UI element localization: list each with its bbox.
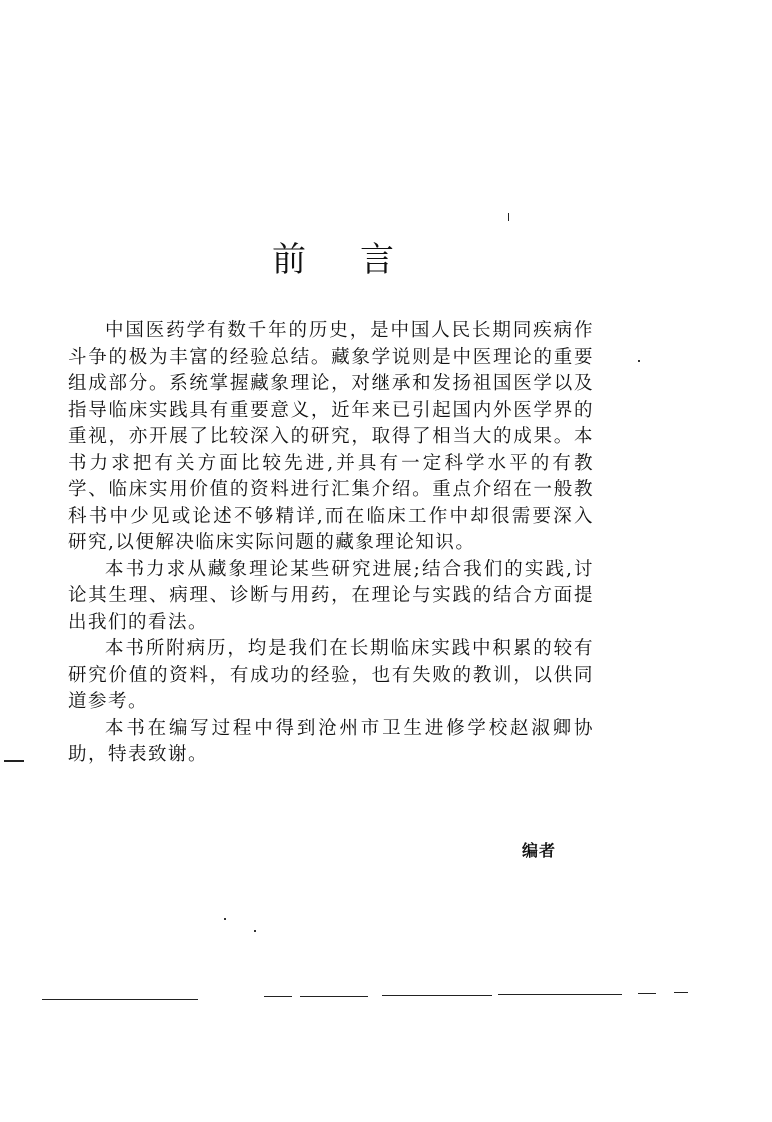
scan-rule [674,992,688,993]
scan-mark [254,930,256,932]
scan-mark [4,760,24,762]
paragraph: 本书力求从藏象理论某些研究进展;结合我们的实践,讨论其生理、病理、诊断与用药，在理论与实践的结合方面提出我们的看法。 [68,558,594,633]
preface-body [68,318,594,769]
paragraph: 中国医药学有数千年的历史，是中国人民长期同疾病作斗争的极为丰富的经验总结。藏象学说则是中医理论的重要组成部分。系统掌握藏象理论，对继承和发扬祖国医学以及指导临床实践具有重要意义，近年来已引起国内外医学界的重视，亦开展了比较深入的研究，取得了相当大的成果。本书力求把有关方面比较先进,并具有一定科学水平的有教学、临床实用价值的资料进行汇集介绍。重点介绍在一般教科书中少见或论述不够精详,而在临床工作中却很需要深入研究,以便解决临床实际问题的藏象理论知识。 [68,320,594,553]
page-title: 前言 [272,240,448,280]
scan-mark [224,918,226,920]
scan-mark [638,360,640,362]
scan-rule [300,996,368,997]
signature: 编者 [522,841,557,860]
paragraph: 本书所附病历，均是我们在长期临床实践中积累的较有研究价值的资料，有成功的经验，也有失败的教训，以供同道参考。 [68,638,594,712]
scan-rule [42,999,198,1000]
paragraph: 本书在编写过程中得到沧州市卫生进修学校赵淑卿协助，特表致谢。 [68,717,594,765]
scan-rule [638,993,656,994]
scan-mark [508,213,509,221]
scan-rule [264,996,292,997]
scan-rule [498,994,622,995]
scan-rule [382,995,492,996]
